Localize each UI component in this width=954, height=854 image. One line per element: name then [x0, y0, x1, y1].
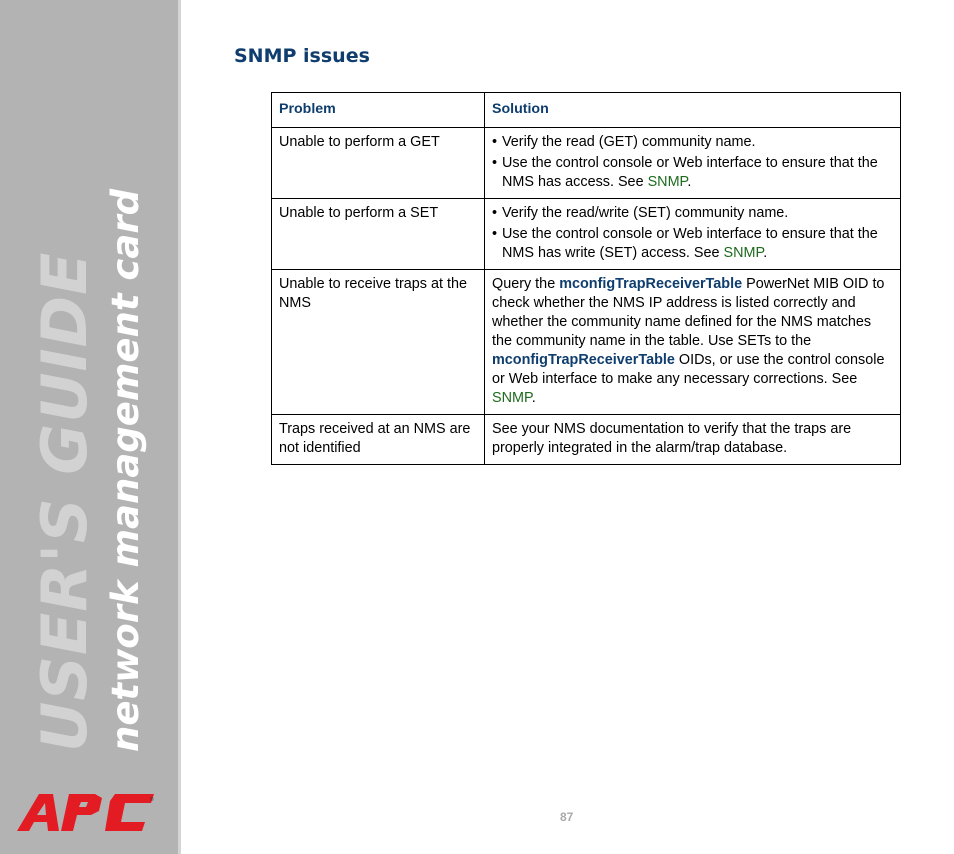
table-row	[272, 128, 901, 199]
solution-bullet: • Verify the read (GET) community name.	[492, 134, 756, 150]
table-row	[272, 270, 901, 415]
snmp-link[interactable]: SNMP	[647, 174, 688, 190]
page-number: 87	[560, 810, 574, 824]
solution-cell	[485, 199, 901, 270]
solution-bullet: • Use the control console or Web interface to ensure that the NMS has write (SET) access. See SNMP.	[492, 226, 878, 261]
apc-logo	[17, 793, 155, 833]
table-row	[272, 199, 901, 270]
column-header-problem: Problem	[272, 93, 485, 128]
section-title: SNMP issues	[234, 45, 370, 67]
solution-cell	[485, 128, 901, 199]
solution-cell: See your NMS documentation to verify that the traps are properly integrated in the alarm/trap database.	[485, 415, 901, 465]
sidebar-edge	[178, 0, 181, 854]
solution-cell: Query the mconfigTrapReceiverTable PowerNet MIB OID to check whether the NMS IP address is listed correctly and whether the community name defined for the NMS matches the community name in the table. Use SETs to the mconfigTrapReceiverTable OIDs, or use the control console or Web interface to make any necessary corrections. See SNMP.	[485, 270, 901, 415]
column-header-solution: Solution	[485, 93, 901, 128]
problem-cell: Unable to perform a SET	[272, 199, 485, 270]
problem-cell: Traps received at an NMS are not identified	[272, 415, 485, 465]
solution-bullet: • Verify the read/write (SET) community name.	[492, 205, 789, 221]
table-row	[272, 415, 901, 465]
solution-bullet: • Use the control console or Web interface to ensure that the NMS has access. See SNMP.	[492, 155, 878, 190]
snmp-link[interactable]: SNMP	[492, 390, 532, 406]
problem-cell: Unable to receive traps at the NMS	[272, 270, 485, 415]
snmp-link[interactable]: SNMP	[723, 245, 764, 261]
problem-cell: Unable to perform a GET	[272, 128, 485, 199]
mib-table-name: mconfigTrapReceiverTable	[559, 276, 743, 292]
guide-title: USER'S GUIDE	[28, 251, 101, 752]
snmp-issues-table	[271, 92, 901, 465]
guide-subtitle: network management card	[104, 188, 147, 752]
svg-text:®: ®	[150, 797, 154, 803]
table-header-row	[272, 93, 901, 128]
mib-table-name: mconfigTrapReceiverTable	[492, 352, 675, 368]
